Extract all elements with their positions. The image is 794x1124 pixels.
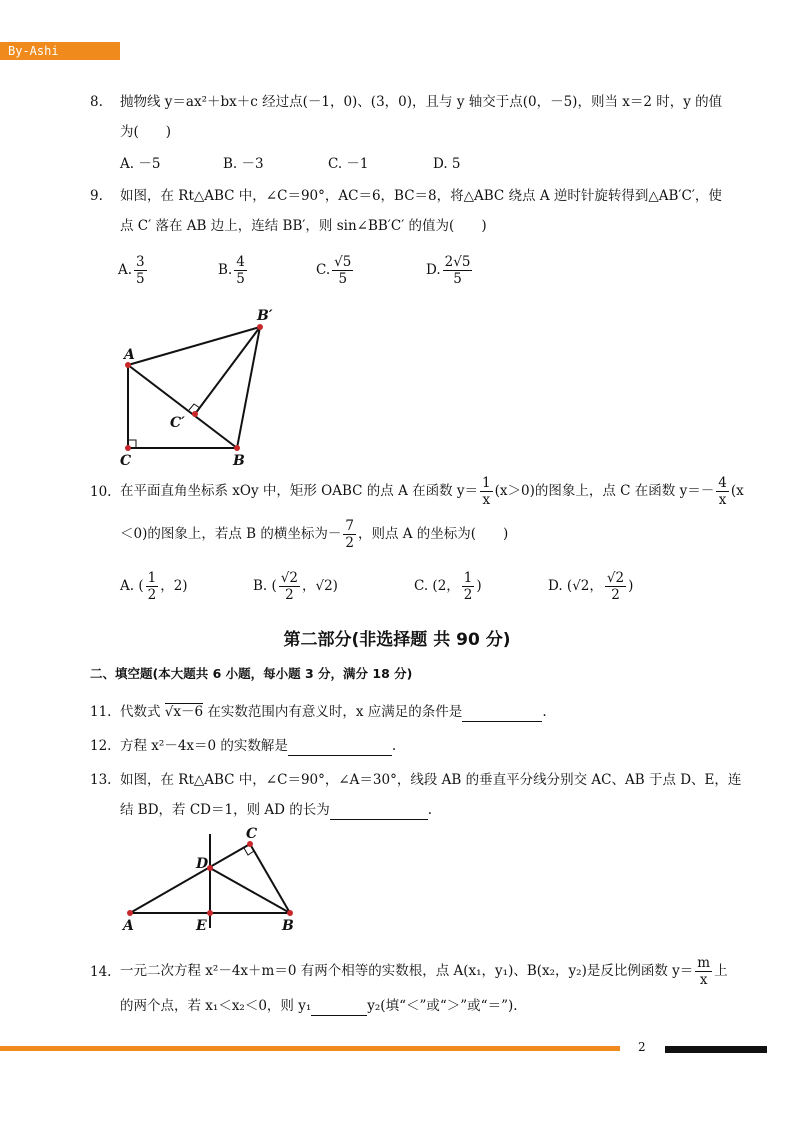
q10-number: 10.	[90, 484, 112, 500]
q10-option-d: D. (√2， $\frac{√2}{2}$ )	[548, 570, 634, 603]
segment-b-prime-c-prime	[195, 327, 260, 414]
q13-answer-blank[interactable]	[330, 803, 428, 820]
q9-option-c: C. $\frac{√5}{5}$	[316, 254, 352, 287]
segment-ab-prime	[128, 327, 260, 365]
q9-option-a: A. $\frac{3}{5}$	[118, 254, 145, 287]
q10-option-b: B. ( $\frac{√2}{2}$ ，√2)	[253, 570, 338, 603]
q11-text: 代数式 √x－6 在实数范围内有意义时，x 应满足的条件是 .	[120, 704, 547, 720]
point-e	[207, 910, 213, 916]
q9-option-d: D. $\frac{2√5}{5}$	[426, 254, 471, 287]
q8-number: 8.	[90, 94, 103, 110]
label-c-prime: C′	[170, 415, 185, 431]
point-b	[287, 910, 293, 916]
q9-number: 9.	[90, 188, 103, 204]
q8-line1: 抛物线 y＝ax²＋bx＋c 经过点(－1，0)、(3，0)，且与 y 轴交于点(0，－5)，则当 x＝2 时，y 的值	[120, 94, 723, 110]
part2-title: 第二部分(非选择题 共 90 分)	[283, 630, 511, 650]
q14-number: 14.	[90, 964, 112, 980]
q10-line2: ＜0)的图象上，若点 B 的横坐标为－ $\frac{7}{2}$ ，则点 A 的坐标为( )	[120, 518, 509, 551]
q14-answer-blank[interactable]	[311, 999, 367, 1016]
part2-subtitle: 二、填空题(本大题共 6 小题，每小题 3 分，满分 18 分)	[90, 666, 413, 681]
footer-accent-bar	[0, 1046, 620, 1051]
q11-answer-blank[interactable]	[462, 705, 542, 722]
q8-option-c: C. －1	[328, 156, 369, 172]
q12-text: 方程 x²－4x＝0 的实数解是 .	[120, 738, 397, 754]
q13-line2: 结 BD，若 CD＝1，则 AD 的长为 .	[120, 802, 433, 818]
q9-line2: 点 C′ 落在 AB 边上，连结 BB′，则 sin∠BB′C′ 的值为( )	[120, 218, 487, 234]
label-c: C	[246, 826, 258, 842]
label-b: B	[282, 918, 294, 934]
label-c: C	[120, 453, 132, 469]
q13-figure	[110, 826, 310, 936]
q10-line1: 在平面直角坐标系 xOy 中，矩形 OABC 的点 A 在函数 y＝ $\frac{1}{x}$ (x＞0)的图象上，点 C 在函数 y＝－ $\frac{4}{x}$ (x	[120, 475, 744, 508]
q12-answer-blank[interactable]	[288, 739, 392, 756]
page-number: 2	[638, 1040, 646, 1054]
point-c-prime	[192, 411, 198, 417]
q12-number: 12.	[90, 738, 112, 754]
q13-line1: 如图，在 Rt△ABC 中，∠C＝90°，∠A＝30°，线段 AB 的垂直平分线分别交 AC、AB 于点 D、E，连	[120, 772, 742, 788]
q10-option-a: A. ( $\frac{1}{2}$ ，2)	[120, 570, 188, 603]
label-a: A	[124, 347, 135, 363]
header-tag: By-Ashi	[0, 42, 120, 60]
q8-option-a: A. －5	[120, 156, 161, 172]
label-b: B	[233, 453, 245, 469]
point-c	[125, 445, 131, 451]
footer-dark-bar	[665, 1046, 767, 1053]
q8-option-d: D. 5	[433, 156, 461, 172]
point-a	[127, 910, 133, 916]
label-e: E	[196, 918, 207, 934]
segment-ab	[128, 365, 237, 448]
point-b	[234, 445, 240, 451]
label-b-prime: B′	[257, 308, 273, 324]
segment-bb-prime	[237, 327, 260, 448]
q14-line1: 一元二次方程 x²－4x＋m＝0 有两个相等的实数根，点 A(x₁，y₁)、B(x₂，y₂)是反比例函数 y＝ $\frac{m}{x}$ 上	[120, 955, 728, 988]
q8-line2: 为( )	[120, 124, 172, 140]
q13-number: 13.	[90, 772, 112, 788]
q9-line1: 如图，在 Rt△ABC 中，∠C＝90°，AC＝6，BC＝8，将△ABC 绕点 A 逆时针旋转得到△AB′C′，使	[120, 188, 722, 204]
segment-ac	[130, 844, 250, 913]
q14-line2: 的两个点，若 x₁＜x₂＜0，则 y₁ y₂(填“＜”或“＞”或“＝”).	[120, 998, 518, 1014]
q9-option-b: B. $\frac{4}{5}$	[218, 254, 245, 287]
q9-figure	[110, 300, 290, 470]
point-b-prime	[257, 324, 263, 330]
label-d: D	[196, 856, 209, 872]
label-a: A	[123, 918, 134, 934]
q10-option-c: C. (2， $\frac{1}{2}$ )	[414, 570, 482, 603]
q11-number: 11.	[90, 704, 112, 720]
q8-option-b: B. －3	[223, 156, 264, 172]
